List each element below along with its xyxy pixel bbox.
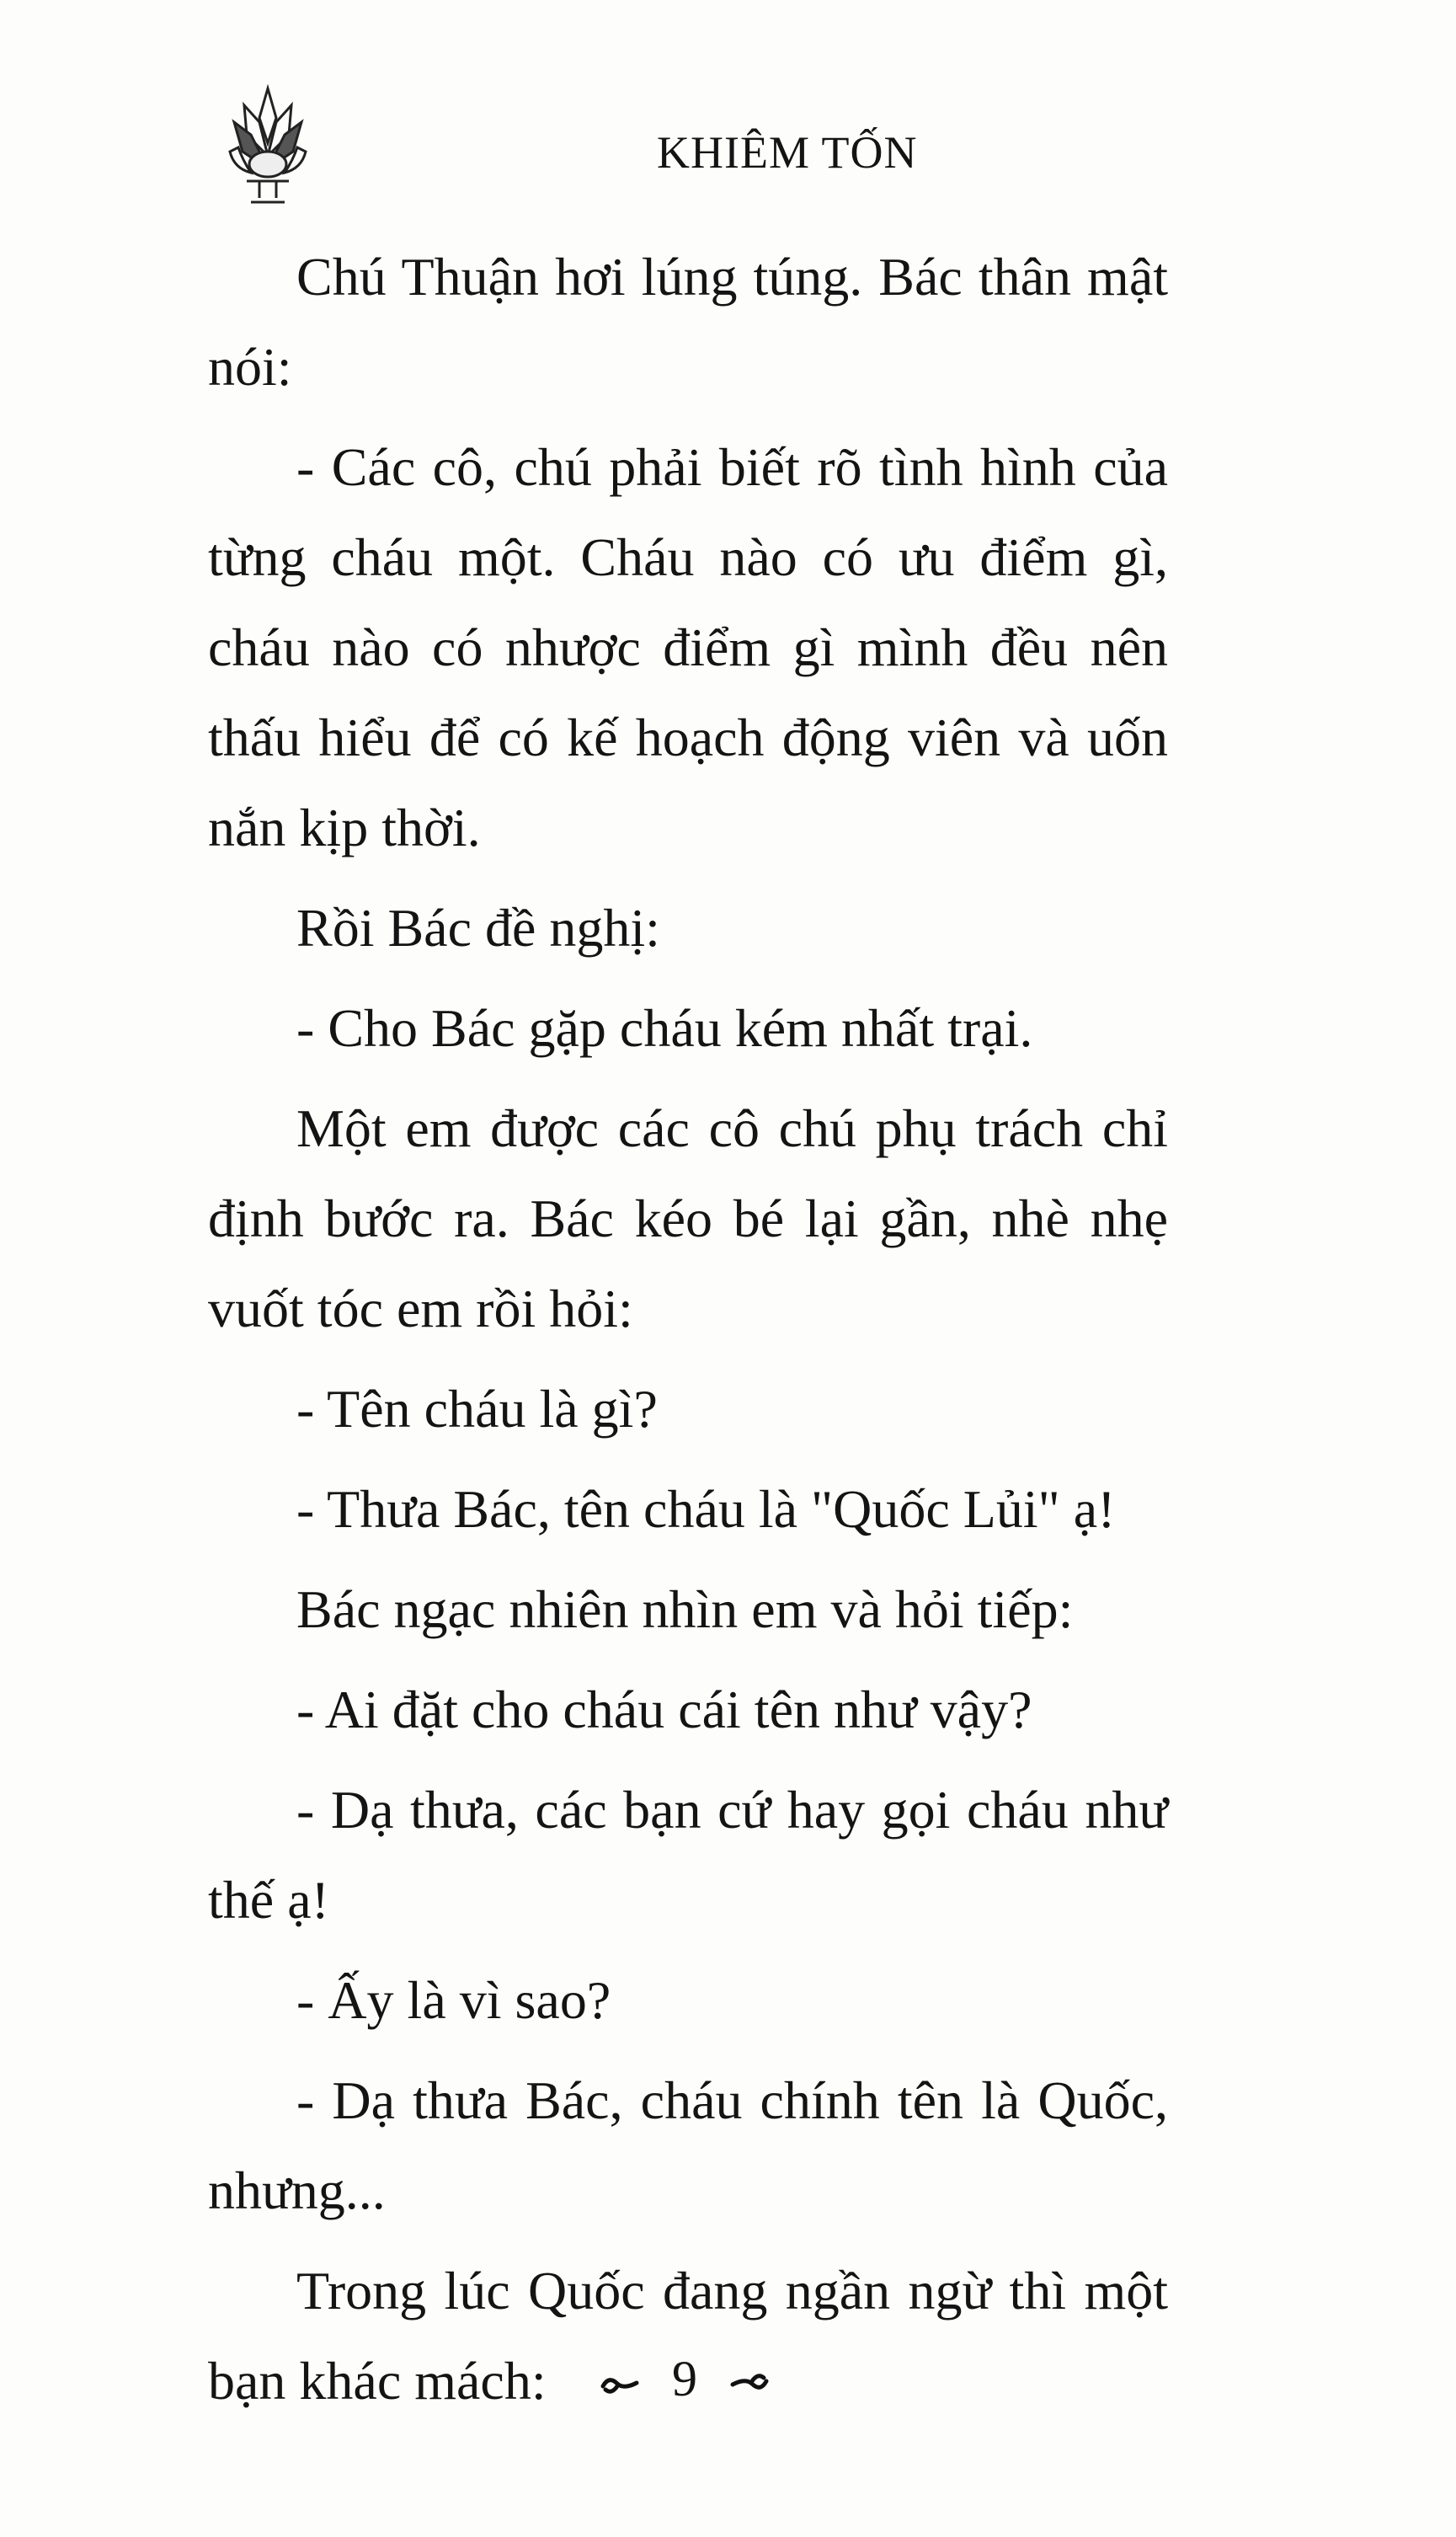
paragraph: - Dạ thưa Bác, cháu chính tên là Quốc, nhưng... <box>208 2070 1168 2220</box>
paragraph: Một em được các cô chú phụ trách chỉ định bước ra. Bác kéo bé lại gần, nhè nhẹ vuốt tóc em rồi hỏi: <box>208 1098 1168 1338</box>
paragraph: - Ấy là vì sao? <box>296 1970 611 2030</box>
paragraph: Chú Thuận hơi lúng túng. Bác thân mật nói: <box>208 247 1168 397</box>
body-text <box>208 232 1168 2436</box>
right-flourish-icon <box>728 2371 771 2396</box>
paragraph: Rồi Bác đề nghị: <box>296 898 660 958</box>
paragraph: - Các cô, chú phải biết rõ tình hình của từng cháu một. Cháu nào có ưu điểm gì, cháu nào có nhược điểm gì mình đều nên thấu hiểu để có kế hoạch động viên và uốn nắn kịp thời. <box>208 437 1168 857</box>
paragraph: - Dạ thưa, các bạn cứ hay gọi cháu như thế ạ! <box>208 1780 1168 1930</box>
paragraph: - Cho Bác gặp cháu kém nhất trại. <box>296 998 1033 1058</box>
paragraph: Trong lúc Quốc đang ngần ngừ thì một bạn khác mách: <box>208 2261 1168 2411</box>
paragraph: - Ai đặt cho cháu cái tên như vậy? <box>296 1680 1032 1739</box>
paragraph: - Tên cháu là gì? <box>296 1379 658 1439</box>
left-flourish-icon <box>599 2371 641 2396</box>
page-footer <box>0 2350 1369 2408</box>
lotus-icon <box>226 84 310 211</box>
page-number: 9 <box>672 2351 697 2406</box>
running-title: KHIÊM TỐN <box>657 127 918 178</box>
paragraph: Bác ngạc nhiên nhìn em và hỏi tiếp: <box>296 1579 1074 1639</box>
paragraph: - Thưa Bác, tên cháu là "Quốc Lủi" ạ! <box>296 1479 1116 1539</box>
